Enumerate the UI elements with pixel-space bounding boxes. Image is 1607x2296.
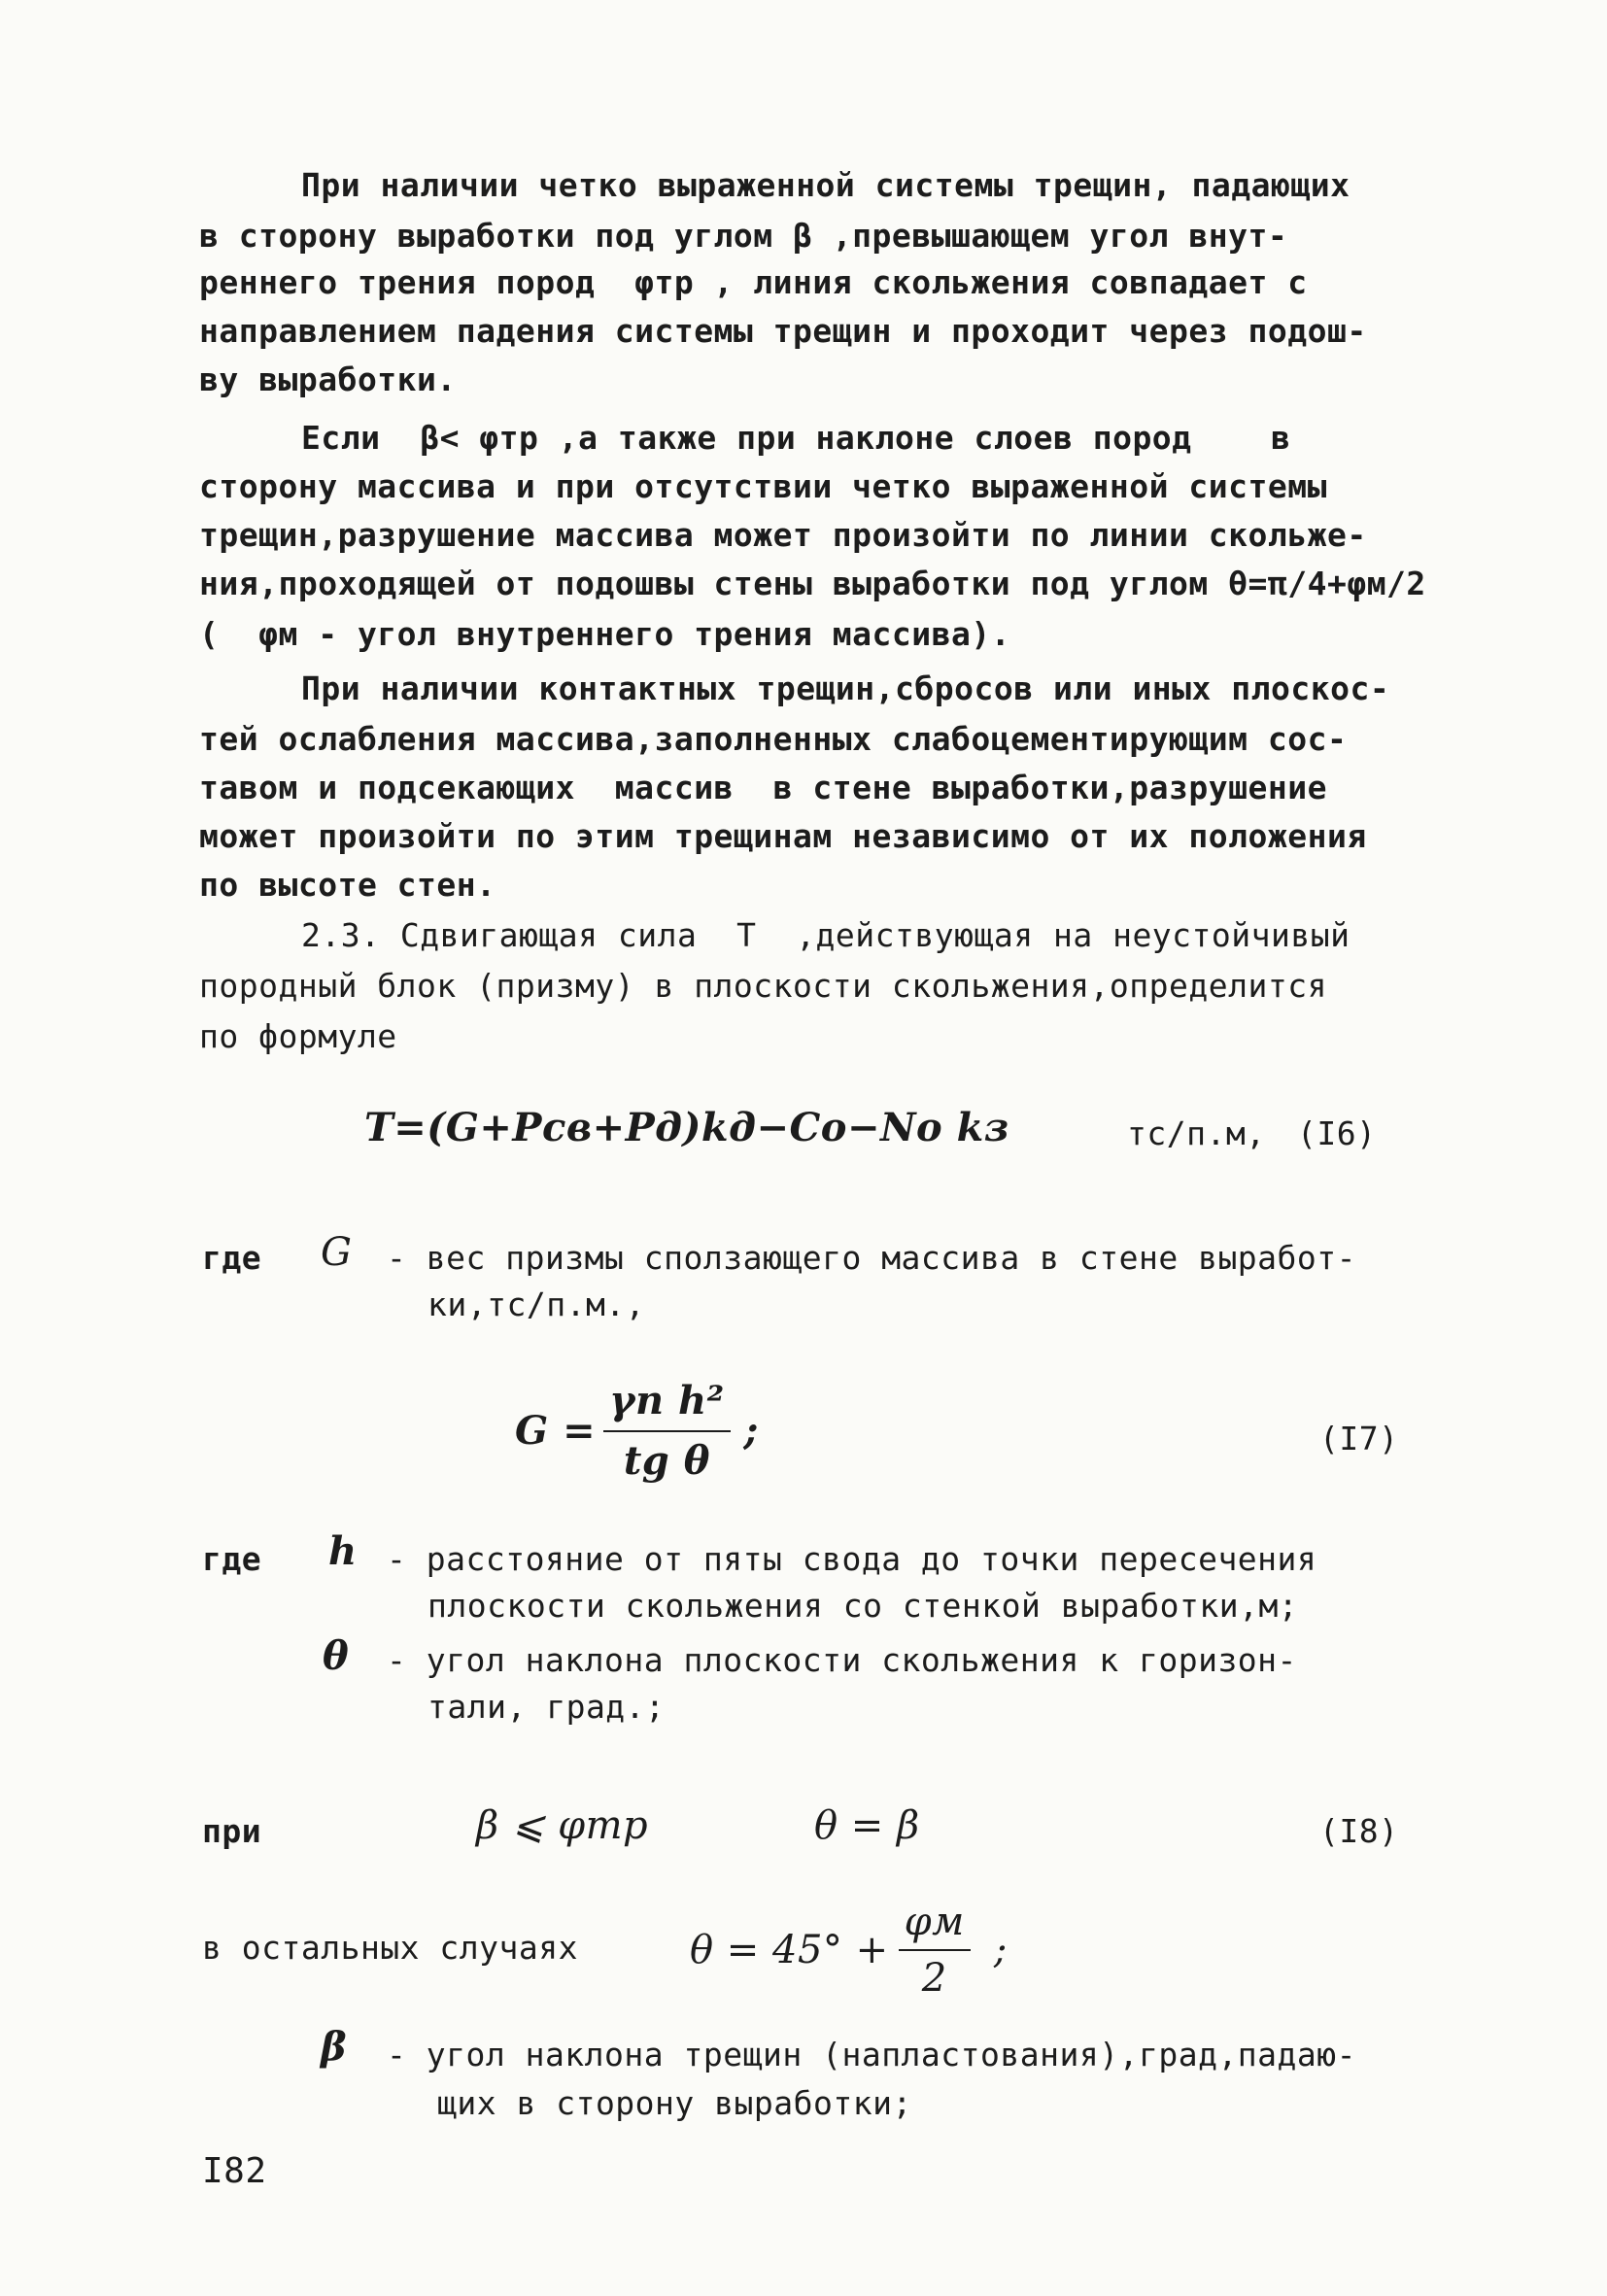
equation-17-semicolon: ; bbox=[743, 1408, 759, 1454]
other-cases-denominator: 2 bbox=[921, 1956, 947, 2001]
paragraph-3-line-2: тей ослабления массива,заполненных слабоцементирующим сос- bbox=[199, 720, 1348, 758]
paragraph-3-line-3: тавом и подсекающих массив в стене выработки,разрушение bbox=[199, 769, 1327, 806]
g-definition-line-1: - вес призмы сползающего массива в стене выработ- bbox=[387, 1239, 1357, 1277]
paragraph-2-line-5: ( φм - угол внутреннего трения массива). bbox=[199, 615, 1011, 653]
paragraph-3-line-5: по высоте стен. bbox=[199, 866, 496, 904]
paragraph-2-line-1: Если β< φтр ,а также при наклоне слоев пород в bbox=[301, 419, 1291, 457]
g-definition-line-2: ки,тс/п.м., bbox=[427, 1285, 646, 1323]
paragraph-1-line-4: направлением падения системы трещин и проходит через подош- bbox=[199, 312, 1367, 350]
theta-definition-line-1: - угол наклона плоскости скольжения к горизон- bbox=[387, 1641, 1297, 1679]
other-cases-numerator: φм bbox=[899, 1895, 971, 1951]
equation-16-number: (I6) bbox=[1297, 1114, 1377, 1152]
theta-definition-line-2: тали, град.; bbox=[427, 1688, 666, 1726]
paragraph-2-line-3: трещин,разрушение массива может произойти по линии скольже- bbox=[199, 516, 1367, 554]
where-h-word: где bbox=[202, 1540, 262, 1578]
other-cases-semicolon: ; bbox=[993, 1928, 1008, 1972]
other-cases-formula bbox=[690, 1895, 1008, 2005]
paragraph-3-line-4: может произойти по этим трещинам независимо от их положения bbox=[199, 817, 1367, 855]
other-cases-lhs: θ = 45° + bbox=[690, 1928, 889, 1972]
beta-definition-line-1: - угол наклона трещин (напластования),град,падаю- bbox=[387, 2036, 1357, 2073]
equation-17-fraction bbox=[603, 1372, 731, 1491]
where-g-word: где bbox=[202, 1239, 262, 1277]
other-cases-text: в остальных случаях bbox=[202, 1929, 578, 1967]
equation-17-denominator: tg θ bbox=[623, 1438, 710, 1484]
beta-definition-line-2: щих в сторону выработки; bbox=[437, 2084, 912, 2122]
equation-17 bbox=[515, 1372, 759, 1491]
page-number: I82 bbox=[202, 2151, 267, 2191]
beta-symbol: β bbox=[321, 2024, 348, 2070]
equation-17-number: (I7) bbox=[1319, 1420, 1399, 1457]
h-definition-line-2: плоскости скольжения со стенкой выработки,м; bbox=[427, 1587, 1299, 1625]
paragraph-1-line-2: в сторону выработки под углом β ,превышающем угол внут- bbox=[199, 217, 1288, 255]
theta-symbol: θ bbox=[323, 1633, 350, 1679]
paragraph-4-line-2: породный блок (призму) в плоскости скольжения,определится bbox=[199, 967, 1327, 1005]
equation-18-result: θ = β bbox=[814, 1803, 920, 1848]
equation-18-word: при bbox=[202, 1812, 262, 1850]
paragraph-4-line-1: 2.3. Сдвигающая сила T ,действующая на неустойчивый bbox=[301, 916, 1351, 954]
equation-16-formula: T=(G+Pсв+Pд)kд−Cо−Nо kз bbox=[364, 1105, 1009, 1150]
equation-17-lhs: G = bbox=[515, 1408, 597, 1454]
equation-18-number: (I8) bbox=[1319, 1812, 1399, 1850]
paragraph-4-line-3: по формуле bbox=[199, 1017, 397, 1055]
paragraph-2-line-4: ния,проходящей от подошвы стены выработки под углом θ=π/4+φм/2 bbox=[199, 565, 1426, 602]
h-symbol: h bbox=[328, 1528, 358, 1574]
h-definition-line-1: - расстояние от пяты свода до точки пересечения bbox=[387, 1540, 1317, 1578]
g-symbol: G bbox=[321, 1230, 353, 1275]
equation-17-numerator: γп h² bbox=[603, 1372, 731, 1432]
equation-16-unit: тс/п.м, bbox=[1127, 1114, 1266, 1152]
paragraph-1-line-5: ву выработки. bbox=[199, 360, 457, 398]
paragraph-3-line-1: При наличии контактных трещин,сбросов или иных плоскос- bbox=[301, 669, 1390, 707]
paragraph-1-line-1: При наличии четко выраженной системы трещин, падающих bbox=[301, 166, 1351, 204]
other-cases-fraction bbox=[899, 1895, 971, 2005]
paragraph-1-line-3: реннего трения пород φтр , линия скольжения совпадает с bbox=[199, 263, 1308, 301]
paragraph-2-line-2: сторону массива и при отсутствии четко выраженной системы bbox=[199, 467, 1327, 505]
equation-18-condition: β ⩽ φтр bbox=[476, 1803, 649, 1848]
